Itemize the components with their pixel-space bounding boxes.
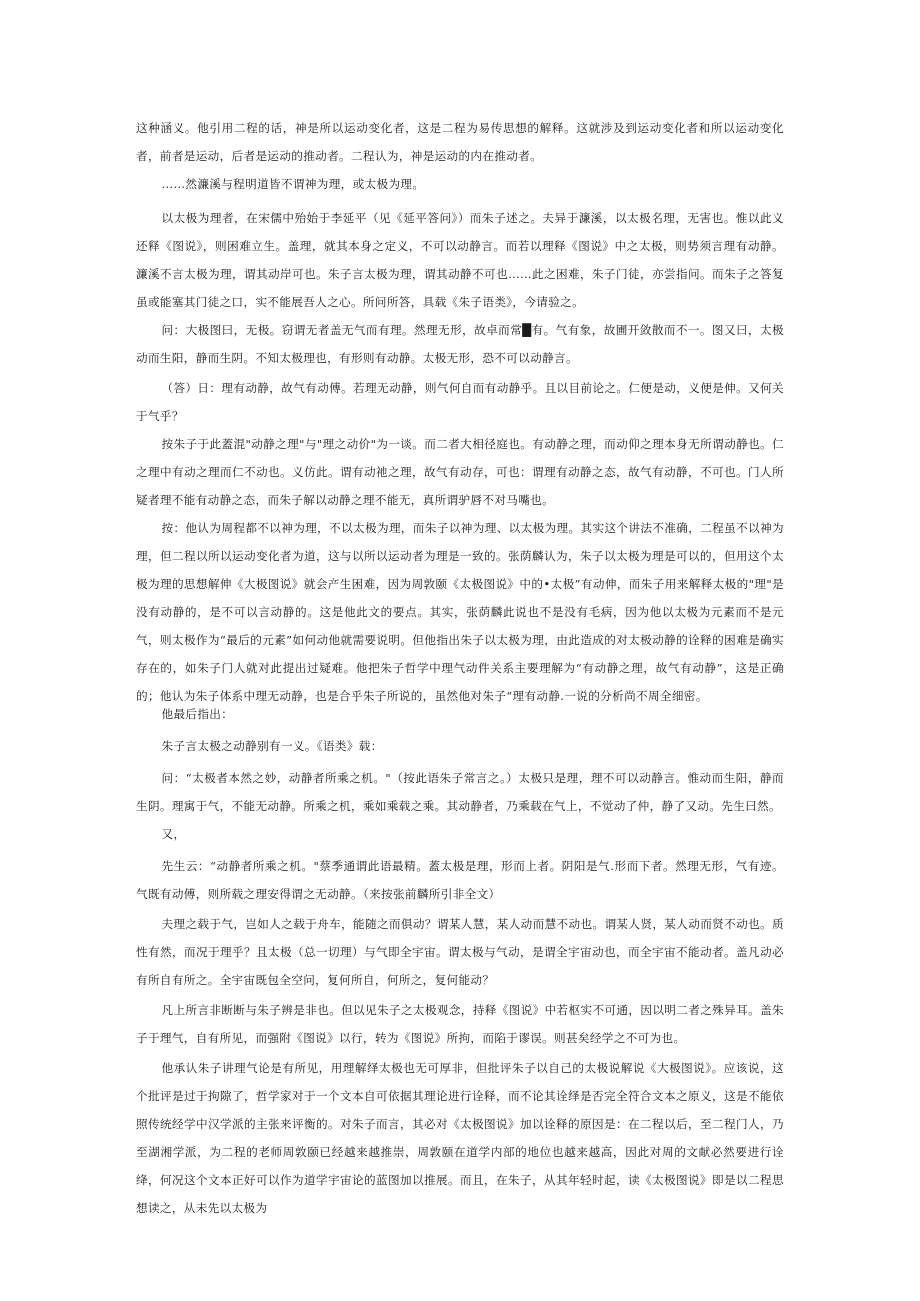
paragraph-11: 又， <box>161 827 186 841</box>
paragraph-6: 按朱子于此蓋混"动静之理"与"理之动价"为一谈。而二者大相径庭也。有动静之理，而动仰之理本身无所谓动静也。仁之理中有动之理而仁不动也。义仿此。谓有动祂之理，故气有动存，可也：谓理有动静之态，故气有动静，不可也。门人所疑者理不能有动静之态，而朱子解以动静之理不能无，真所谓驴唇不对马嘴也。 <box>136 437 784 507</box>
paragraph-13: 夫理之载于气，岂如人之载于舟车，能随之而俱动？谓某人慧，某人动而慧不动也。谓某人贤，某人动而贤不动也。质性有然，而况于理乎？且太极（总一切理）与气即全宇宙。谓太极与气动，是谓全宇宙动也，而全宇宙不能动者。盖凡动必有所自有所之。全宇宙既包全空问，复何所自，何所之，复何能动？ <box>136 917 784 987</box>
paragraph-8: 他最后指出： <box>161 707 234 721</box>
paragraph-12: 先生云：“动静者所乘之机。"蔡季通谓此语最精。蓋太极是理，形而上者。阴阳是气.形而下者。然理无形，气有迹。气既有动傅，则所载之理安得谓之无动静。（来按张前麟所引非全文） <box>136 859 784 901</box>
paragraph-7: 按：他认为周程都不以神为理，不以太极为理，而朱子以神为理、以太极为理。其实这个讲法不准确，二程虽不以神为理，但二程以所以运动变化者为道，这与以所以运动者为理是一致的。张荫麟认为，朱子以太极为理是可以的，但用这个太极为理的思想解伸《大极图说》就会产生困难，因为周敦颐《太极图说》中的•太极”有动伸，而朱子用来解释太极的"理"是没有动静的，是不可以言动静的。这是他此文的要点。其实，张荫麟此说也不是没有毛病，因为他以太极为元素而不是元气，则太极作为“最后的元素”如何动他就需要说明。但他指出朱子以太极为理，由此造成的对太极动静的诠释的困难是确实存在的，如朱子门人就对此提出过疑难。他把朱子哲学中理气动件关系主要理解为“有动静之理，故气有动静”，这是正确的；他认为朱子体系中理无动静，也是合乎朱子所说的，虽然他对朱子“理有动静.一说的分析尚不周全细密。 <box>136 521 784 703</box>
paragraph-5: （答）日：理有动静，故气有动傅。若理无动静，则气何自而有动静乎。且以目前论之。仁便是动，义便是伸。又何关于气乎？ <box>136 381 784 423</box>
paragraph-15: 他承认朱子讲理气论是有所见，用理解绎太极也无可厚非，但批评朱子以自己的太极说解说《大极图说》。应该说，这个批评是过于拘隙了，哲学家对于一个文本自可依据其理论进行诠释，而不论其诠绎是否完全符合文本之原义，这是不能依照传统经学中汉学派的主张来评衡的。对朱子而言，其必对《太极图说》加以诠释的原因是：在二程以后，至二程门人，乃至湖湘学派，为二程的老师周敦颐已经越来越推崇，周敦颐在道学内部的地位也越来越高，因此对周的文献必然要进行诠绛，何况这个文本正好可以作为道学宇宙论的蓝图加以推展。而且，在朱子，从其年轻时起，读《太极图说》即是以二程思想读之，从未先以太极为 <box>136 1061 784 1215</box>
paragraph-14: 凡上所言非断断与朱子辨是非也。但以见朱子之太极观念，持释《图说》中若枢实不可通，因以明二者之殊异耳。盖朱子于理气，自有所见，而强附《图说》以行，转为《图说》所拘，而陷于谬误。则甚矣经学之不可为也。 <box>136 1003 784 1045</box>
paragraph-9: 朱子言太极之动静别有一义。《语类》载： <box>161 739 383 753</box>
paragraph-10: 问：“太极者本然之妙，动静者所乘之机。"（按此语朱子常言之。）太极只是理，理不可以动静言。惟动而生阳，静而生阴。理寓于气，不能无动静。所乘之机，乘如乘载之乘。其动静者，乃乘载在气上，不觉动了仲，静了又动。先生曰然。 <box>136 771 784 813</box>
paragraph-2: ……然濂溪与程明道皆不谓神为理，或太极为理。 <box>161 177 425 191</box>
paragraph-3: 以太极为理者，在宋儒中殆始于李延平（见《延平答问》）而朱子述之。夫异于濂溪，以太极名理，无害也。惟以此义还释《图说》，则困难立生。盖理，就其本身之定义，不可以动静言。而若以理释《图说》中之太极，则势须言理有动静。濂溪不言太极为理，谓其动岸可也。朱子言太极为理，谓其动静不可也……此之困难，朱子门徒，亦尝指问。而朱子之答复虽或能塞其门徒之口，实不能展吾人之心。所问所答，具载《朱子语类》，今请验之。 <box>136 211 784 309</box>
paragraph-4: 问：大极图曰，无极。窃谓无者盖无气而有理。然理无形，故卓而常█有。气有象，故圃开敛散而不一。图又曰，太极动而生阳，静而生阴。不知太极理也，有形则有动静。太极无形，恐不可以动静言。 <box>136 323 784 365</box>
paragraph-1: 这种涵义。他引用二程的话，神是所以运动变化者，这是二程为易传思想的解释。这就涉及到运动变化者和所以运动变化者，前者是运动，后者是运动的推动者。二程认为，神是运动的内在推动者。 <box>136 121 784 163</box>
